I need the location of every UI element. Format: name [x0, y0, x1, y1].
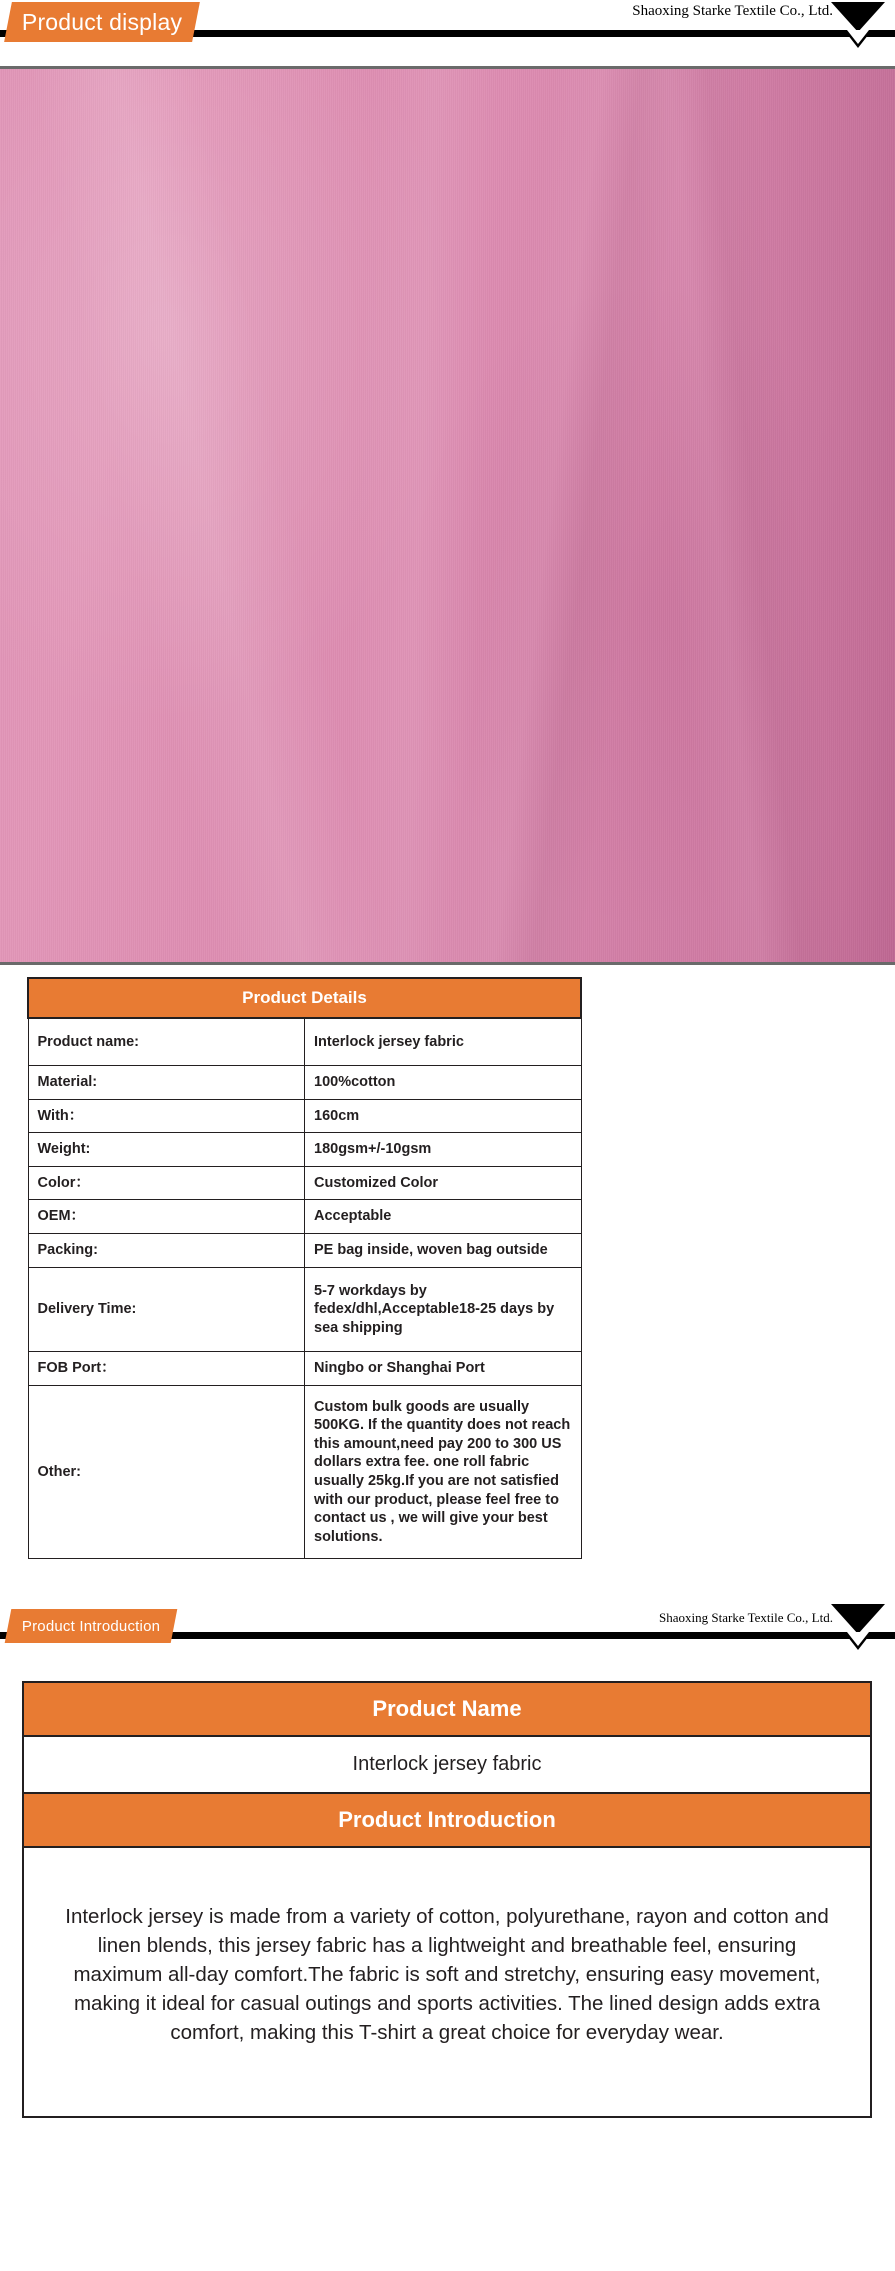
row-key: OEM：: [28, 1200, 305, 1234]
table-row: [28, 1234, 581, 1268]
section-tab-label: Product display: [22, 8, 183, 35]
section-header-product-introduction: [0, 1602, 895, 1650]
row-key: FOB Port：: [28, 1352, 305, 1386]
product-introduction-header: Product Introduction: [24, 1794, 870, 1848]
company-name: Shaoxing Starke Textile Co., Ltd.: [632, 3, 833, 19]
row-key: Weight:: [28, 1133, 305, 1167]
table-row: [28, 1352, 581, 1386]
row-value: 180gsm+/-10gsm: [305, 1133, 582, 1167]
row-value: PE bag inside, woven bag outside: [305, 1234, 582, 1268]
down-arrow-icon: [831, 1602, 885, 1650]
table-row: [28, 1200, 581, 1234]
row-value: 5-7 workdays by fedex/dhl,Acceptable18-25 days by sea shipping: [305, 1267, 582, 1352]
row-value: Customized Color: [305, 1166, 582, 1200]
row-key: Delivery Time:: [28, 1267, 305, 1352]
row-value: Acceptable: [305, 1200, 582, 1234]
product-introduction-text: Interlock jersey is made from a variety of cotton, polyurethane, rayon and cotton and linen blends, this jersey fabric has a lightweight and breathable feel, ensuring maximum all-day comfort.The fabric is soft and stretchy, ensuring easy movement, making it ideal for casual outings and sports activities. The lined design adds extra comfort, making this T-shirt a great choice for everyday wear.: [65, 1905, 829, 2045]
row-value: Interlock jersey fabric: [305, 1018, 582, 1066]
row-key: Color：: [28, 1166, 305, 1200]
product-details-table: [27, 977, 582, 1559]
product-name-header: Product Name: [24, 1683, 870, 1737]
company-name: Shaoxing Starke Textile Co., Ltd.: [659, 1610, 833, 1625]
section-tab-label: Product Introduction: [22, 1617, 161, 1635]
section-tab-product-display[interactable]: [4, 2, 200, 42]
row-value: Custom bulk goods are usually 500KG. If the quantity does not reach this amount,need pay 200 to 300 US dollars extra fee. one roll fabric usually 25kg.If you are not satisfied with our product, please feel free to contact us , we will give your best solutions.: [305, 1385, 582, 1558]
product-introduction-panel: [22, 1681, 872, 2118]
row-key: Packing:: [28, 1234, 305, 1268]
table-row: [28, 1385, 581, 1558]
product-details-header: Product Details: [28, 978, 581, 1018]
product-image-folds: [0, 69, 895, 962]
table-row: [28, 1099, 581, 1133]
table-row: [28, 1133, 581, 1167]
row-key: Product name:: [28, 1018, 305, 1066]
table-row: [28, 1018, 581, 1066]
table-header-row: [28, 978, 581, 1018]
product-name-value: Interlock jersey fabric: [24, 1737, 870, 1794]
product-details-body: [28, 1018, 581, 1559]
section-header-product-display: [0, 0, 895, 48]
table-row: [28, 1066, 581, 1100]
row-value: 160cm: [305, 1099, 582, 1133]
row-key: With：: [28, 1099, 305, 1133]
section-tab-product-introduction[interactable]: [5, 1609, 178, 1643]
row-key: Material:: [28, 1066, 305, 1100]
row-value: Ningbo or Shanghai Port: [305, 1352, 582, 1386]
table-row: [28, 1267, 581, 1352]
table-row: [28, 1166, 581, 1200]
product-image: [0, 66, 895, 965]
row-key: Other:: [28, 1385, 305, 1558]
down-arrow-icon: [831, 0, 885, 48]
row-value: 100%cotton: [305, 1066, 582, 1100]
